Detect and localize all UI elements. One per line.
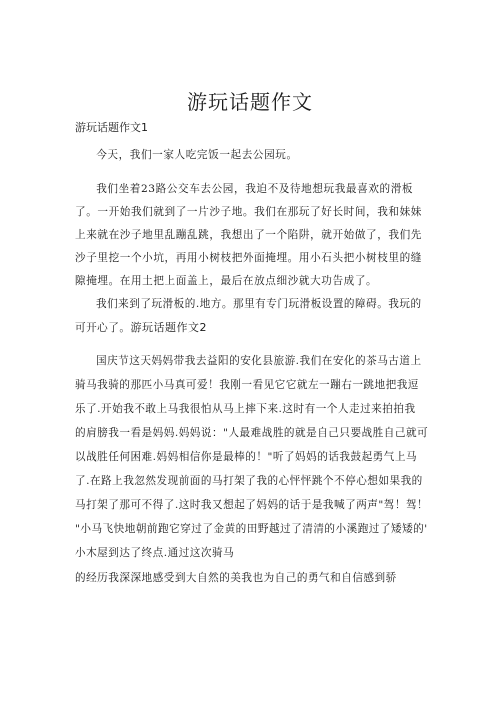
essay-2-line-5: 以战胜任何困难.妈妈相信你是最棒的！"听了妈妈的话我鼓起勇气上马 — [75, 451, 418, 463]
essay-1-paragraph-2: 我们坐着23路公交车去公园，我迫不及待地想玩我最喜欢的滑板了。一开始我们就到了一片沙子地。我们在那玩了好长时间，我和妹妹上来就在沙子地里乱蹦乱跳，我想出了一个陷阱，就开始做了，我们先沙子里挖一个小坑，再用小树枝把外面掩埋。用小石头把小树枝里的缝隙掩埋。在用土把上面盖上，最后在放点细沙就大功告成了。 — [75, 183, 423, 287]
essay-2-line-7: 马打架了那可不得了.这时我又想起了妈妈的话于是我喊了两声"驾！驾！ — [75, 499, 429, 511]
essay-1-paragraph-1: 今天，我们一家人吃完饭一起去公园玩。 — [96, 149, 298, 161]
essay-1-paragraph-3-line-1: 我们来到了玩滑板的.地方。那里有专门玩滑板设置的障碍。我玩的 — [96, 298, 422, 310]
page-title: 游玩话题作文 — [187, 90, 313, 114]
essay-2-line-4: 的肩膀我一看是妈妈.妈妈说："人最难战胜的就是自己只要战胜自己就可 — [75, 427, 429, 439]
essay-1-paragraph-3-line-2 — [75, 319, 435, 335]
essay-1-paragraph-3-tail: 可开心了。 — [75, 322, 131, 334]
essay-2-line-2: 骑马我骑的那匹小马真可爱！我刚一看见它它就左一蹦右一跳地把我逗 — [75, 379, 419, 391]
essay-2-line-8: "小马飞快地朝前跑它穿过了金黄的田野越过了清清的小溪跑过了矮矮的' — [75, 523, 428, 535]
essay-2-line-9: 小木屋到达了终点.通过这次骑马 — [75, 547, 235, 559]
essay-2-heading: 游玩话题作文2 — [130, 321, 207, 334]
essay-2-line-3: 乐了.开始我不敢上马我很怕从马上摔下来.这时有一个人走过来拍拍我 — [75, 403, 416, 415]
essay-2-line-1: 国庆节这天妈妈带我去益阳的安化县旅游.我们在安化的茶马古道上 — [96, 355, 422, 367]
essay-2-line-6: 了.在路上我忽然发现前面的马打架了我的心怦怦跳个不停心想如果我的 — [75, 475, 423, 487]
essay-1-heading: 游玩话题作文1 — [75, 121, 148, 134]
essay-2-line-10: 的经历我深深地感受到大自然的美我也为自己的勇气和自信感到骄 — [75, 572, 397, 584]
